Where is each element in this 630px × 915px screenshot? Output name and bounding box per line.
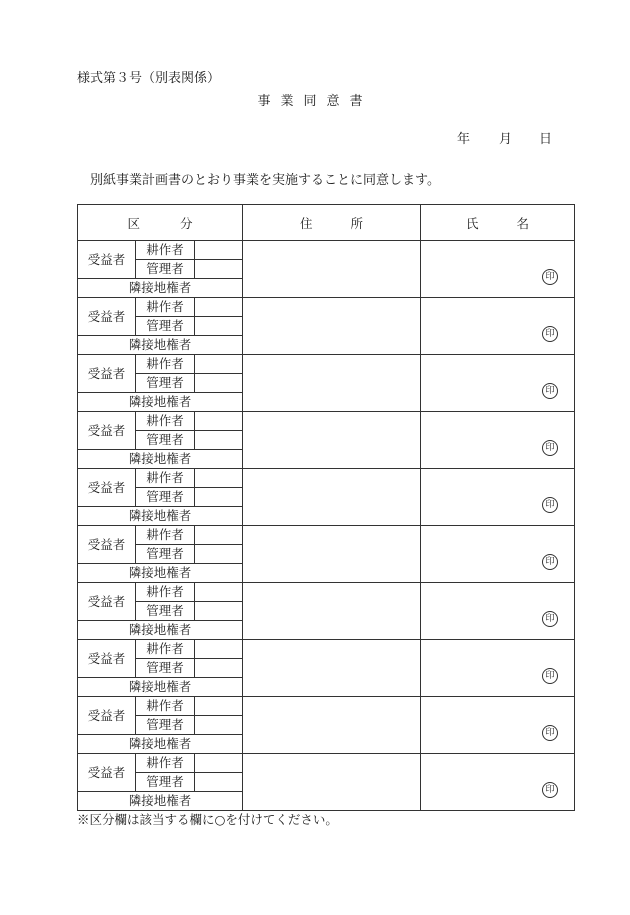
role-manager-label: 管理者 bbox=[136, 317, 195, 336]
rinsetsu-label: 隣接地権者 bbox=[78, 450, 243, 469]
check-cell-manager[interactable] bbox=[195, 260, 243, 279]
juekisha-label: 受益者 bbox=[78, 583, 136, 621]
check-cell-tenant[interactable] bbox=[195, 469, 243, 488]
check-cell-tenant[interactable] bbox=[195, 526, 243, 545]
header-kubun: 区分 bbox=[78, 205, 243, 241]
role-tenant-label: 耕作者 bbox=[136, 640, 195, 659]
address-cell[interactable] bbox=[243, 640, 421, 697]
check-cell-manager[interactable] bbox=[195, 545, 243, 564]
table-row bbox=[78, 640, 575, 659]
check-cell-tenant[interactable] bbox=[195, 697, 243, 716]
rinsetsu-label: 隣接地権者 bbox=[78, 678, 243, 697]
role-tenant-label: 耕作者 bbox=[136, 298, 195, 317]
consent-table bbox=[77, 204, 575, 811]
name-cell[interactable] bbox=[421, 640, 575, 697]
check-cell-tenant[interactable] bbox=[195, 754, 243, 773]
table-row bbox=[78, 241, 575, 260]
check-cell-tenant[interactable] bbox=[195, 298, 243, 317]
check-cell-manager[interactable] bbox=[195, 602, 243, 621]
check-cell-manager[interactable] bbox=[195, 773, 243, 792]
juekisha-label: 受益者 bbox=[78, 469, 136, 507]
date-day-label: 日 bbox=[539, 132, 553, 147]
role-manager-label: 管理者 bbox=[136, 773, 195, 792]
role-tenant-label: 耕作者 bbox=[136, 412, 195, 431]
name-cell[interactable] bbox=[421, 412, 575, 469]
table-row bbox=[78, 583, 575, 602]
juekisha-label: 受益者 bbox=[78, 640, 136, 678]
name-cell[interactable] bbox=[421, 241, 575, 298]
date-year-label: 年 bbox=[457, 132, 471, 147]
role-tenant-label: 耕作者 bbox=[136, 355, 195, 374]
role-tenant-label: 耕作者 bbox=[136, 241, 195, 260]
check-cell-tenant[interactable] bbox=[195, 412, 243, 431]
juekisha-label: 受益者 bbox=[78, 355, 136, 393]
juekisha-label: 受益者 bbox=[78, 754, 136, 792]
address-cell[interactable] bbox=[243, 469, 421, 526]
seal-icon: 印 bbox=[542, 440, 558, 456]
address-cell[interactable] bbox=[243, 298, 421, 355]
rinsetsu-label: 隣接地権者 bbox=[78, 507, 243, 526]
table-row bbox=[78, 526, 575, 545]
check-cell-tenant[interactable] bbox=[195, 355, 243, 374]
form-label: 様式第３号（別表関係） bbox=[77, 71, 221, 86]
rinsetsu-label: 隣接地権者 bbox=[78, 792, 243, 811]
rinsetsu-label: 隣接地権者 bbox=[78, 393, 243, 412]
rinsetsu-label: 隣接地権者 bbox=[78, 279, 243, 298]
document-title: 事業同意書 bbox=[257, 94, 373, 109]
seal-icon: 印 bbox=[542, 725, 558, 741]
name-cell[interactable] bbox=[421, 355, 575, 412]
role-manager-label: 管理者 bbox=[136, 431, 195, 450]
seal-icon: 印 bbox=[542, 497, 558, 513]
check-cell-manager[interactable] bbox=[195, 659, 243, 678]
check-cell-tenant[interactable] bbox=[195, 241, 243, 260]
role-manager-label: 管理者 bbox=[136, 488, 195, 507]
role-manager-label: 管理者 bbox=[136, 716, 195, 735]
name-cell[interactable] bbox=[421, 697, 575, 754]
role-tenant-label: 耕作者 bbox=[136, 526, 195, 545]
role-manager-label: 管理者 bbox=[136, 374, 195, 393]
name-cell[interactable] bbox=[421, 526, 575, 583]
role-manager-label: 管理者 bbox=[136, 545, 195, 564]
check-cell-manager[interactable] bbox=[195, 488, 243, 507]
date-month-label: 月 bbox=[499, 132, 513, 147]
role-manager-label: 管理者 bbox=[136, 659, 195, 678]
address-cell[interactable] bbox=[243, 754, 421, 811]
check-cell-manager[interactable] bbox=[195, 374, 243, 393]
name-cell[interactable] bbox=[421, 754, 575, 811]
table-row bbox=[78, 697, 575, 716]
address-cell[interactable] bbox=[243, 583, 421, 640]
name-cell[interactable] bbox=[421, 298, 575, 355]
address-cell[interactable] bbox=[243, 355, 421, 412]
check-cell-tenant[interactable] bbox=[195, 583, 243, 602]
seal-icon: 印 bbox=[542, 782, 558, 798]
juekisha-label: 受益者 bbox=[78, 298, 136, 336]
rinsetsu-label: 隣接地権者 bbox=[78, 621, 243, 640]
seal-icon: 印 bbox=[542, 611, 558, 627]
seal-icon: 印 bbox=[542, 326, 558, 342]
seal-icon: 印 bbox=[542, 383, 558, 399]
check-cell-tenant[interactable] bbox=[195, 640, 243, 659]
rinsetsu-label: 隣接地権者 bbox=[78, 564, 243, 583]
role-tenant-label: 耕作者 bbox=[136, 697, 195, 716]
address-cell[interactable] bbox=[243, 526, 421, 583]
juekisha-label: 受益者 bbox=[78, 241, 136, 279]
rinsetsu-label: 隣接地権者 bbox=[78, 735, 243, 754]
role-manager-label: 管理者 bbox=[136, 260, 195, 279]
check-cell-manager[interactable] bbox=[195, 431, 243, 450]
juekisha-label: 受益者 bbox=[78, 526, 136, 564]
address-cell[interactable] bbox=[243, 412, 421, 469]
role-tenant-label: 耕作者 bbox=[136, 469, 195, 488]
role-tenant-label: 耕作者 bbox=[136, 754, 195, 773]
juekisha-label: 受益者 bbox=[78, 412, 136, 450]
table-row bbox=[78, 469, 575, 488]
check-cell-manager[interactable] bbox=[195, 317, 243, 336]
address-cell[interactable] bbox=[243, 697, 421, 754]
role-manager-label: 管理者 bbox=[136, 602, 195, 621]
table-row bbox=[78, 754, 575, 773]
rinsetsu-label: 隣接地権者 bbox=[78, 336, 243, 355]
address-cell[interactable] bbox=[243, 241, 421, 298]
name-cell[interactable] bbox=[421, 583, 575, 640]
role-tenant-label: 耕作者 bbox=[136, 583, 195, 602]
table-row bbox=[78, 355, 575, 374]
header-name: 氏名 bbox=[421, 205, 575, 241]
table-header-row bbox=[78, 205, 575, 241]
table-row bbox=[78, 412, 575, 431]
name-cell[interactable] bbox=[421, 469, 575, 526]
check-cell-manager[interactable] bbox=[195, 716, 243, 735]
seal-icon: 印 bbox=[542, 668, 558, 684]
table-row bbox=[78, 298, 575, 317]
seal-icon: 印 bbox=[542, 269, 558, 285]
consent-statement: 別紙事業計画書のとおり事業を実施することに同意します。 bbox=[90, 173, 440, 188]
juekisha-label: 受益者 bbox=[78, 697, 136, 735]
header-address: 住所 bbox=[243, 205, 421, 241]
footnote: ※区分欄は該当する欄に○を付けてください。 bbox=[77, 812, 338, 827]
seal-icon: 印 bbox=[542, 554, 558, 570]
